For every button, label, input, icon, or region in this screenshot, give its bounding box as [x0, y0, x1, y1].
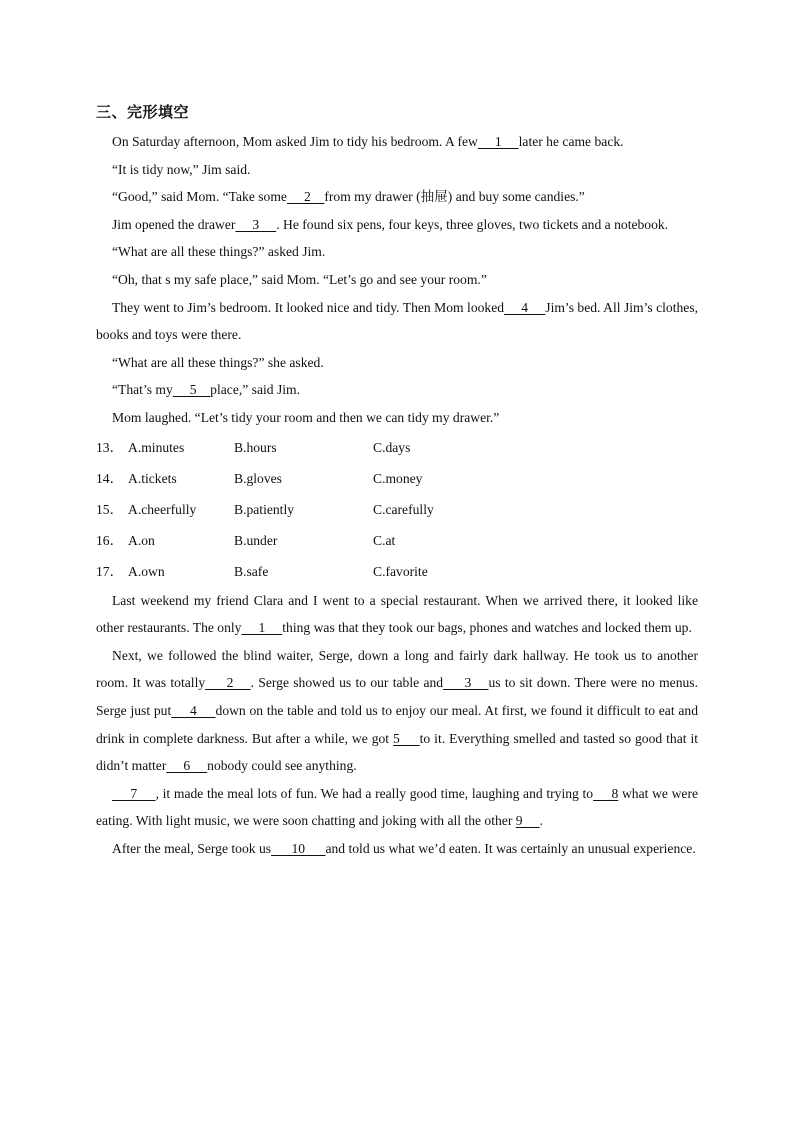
passage1-paragraph-2: “It is tidy now,” Jim said. — [112, 161, 251, 177]
passage1-paragraph-3: “Good,” said Mom. “Take some 2 from my drawer (抽屉) and buy some candies.” — [112, 189, 585, 205]
blank-1[interactable]: 1 — [241, 620, 283, 636]
passage1-paragraph-1: On Saturday afternoon, Mom asked Jim to tidy his bedroom. A few 1 later he came back. — [112, 134, 624, 149]
option-c[interactable]: C.money — [373, 470, 423, 486]
question-number: 15． — [96, 501, 124, 517]
blank-2[interactable]: 2 — [286, 189, 325, 205]
question-row — [96, 525, 698, 556]
passage2-paragraph-4: After the meal, Serge took us 10 and told us what we’d eaten. It was certainly an unusual experience. — [112, 840, 696, 856]
question-options — [96, 432, 698, 587]
option-a[interactable]: A.minutes — [128, 439, 185, 455]
option-c[interactable]: C.carefully — [373, 501, 434, 517]
passage-1 — [96, 128, 698, 432]
blank-5[interactable]: 5 — [393, 730, 420, 746]
option-b[interactable]: B.hours — [234, 439, 277, 455]
option-a[interactable]: A.own — [128, 563, 165, 579]
passage1-paragraph-6: “Oh, that s my safe place,” said Mom. “Let’s go and see your room.” — [112, 271, 487, 287]
option-b[interactable]: B.under — [234, 532, 278, 548]
question-number: 13． — [96, 439, 124, 455]
blank-6[interactable]: 6 — [166, 758, 208, 774]
option-a[interactable]: A.tickets — [128, 470, 177, 486]
passage2-paragraph-3: 7 , it made the meal lots of fun. We had a really good time, laughing and trying to 8 what we were eating. With light music, we were soon chatting and joking with all the other 9 . — [96, 785, 699, 829]
option-b[interactable]: B.safe — [234, 563, 269, 579]
option-c[interactable]: C.days — [373, 439, 411, 455]
document-page — [96, 100, 698, 862]
question-number: 17． — [96, 563, 124, 579]
blank-9[interactable]: 9 — [515, 813, 540, 829]
passage2-paragraph-1: Last weekend my friend Clara and I went to a special restaurant. When we arrived there, it looked like other restaurants. The only 1 thing was that they took our bags, phones and watches and locked them up. — [96, 592, 698, 636]
section-title: 三、完形填空 — [96, 103, 190, 121]
question-number: 14． — [96, 470, 124, 486]
option-c[interactable]: C.favorite — [373, 563, 428, 579]
blank-5[interactable]: 5 — [172, 382, 211, 398]
question-number: 16． — [96, 532, 124, 548]
option-c[interactable]: C.at — [373, 532, 396, 548]
option-a[interactable]: A.cheerfully — [128, 501, 197, 517]
passage1-paragraph-4: Jim opened the drawer 3 . He found six pens, four keys, three gloves, two tickets and a notebook. — [112, 216, 669, 232]
blank-2[interactable]: 2 — [205, 675, 251, 691]
passage1-paragraph-8: “What are all these things?” she asked. — [112, 354, 324, 370]
question-row — [96, 463, 698, 494]
blank-8[interactable]: 8 — [593, 785, 619, 801]
question-row — [96, 432, 698, 463]
passage-2 — [96, 587, 698, 863]
passage1-paragraph-9: “That’s my 5 place,” said Jim. — [112, 382, 301, 398]
option-a[interactable]: A.on — [128, 532, 155, 548]
blank-3[interactable]: 3 — [443, 675, 489, 691]
passage1-paragraph-5: “What are all these things?” asked Jim. — [112, 244, 326, 260]
blank-10[interactable]: 10 — [271, 840, 326, 856]
option-b[interactable]: B.gloves — [234, 470, 282, 486]
blank-7[interactable]: 7 — [112, 785, 156, 801]
blank-1[interactable]: 1 — [477, 134, 519, 149]
passage1-paragraph-10: Mom laughed. “Let’s tidy your room and then we can tidy my drawer.” — [112, 409, 500, 425]
blank-4[interactable]: 4 — [504, 299, 546, 315]
question-row — [96, 494, 698, 525]
passage1-paragraph-7: They went to Jim’s bedroom. It looked nice and tidy. Then Mom looked 4 Jim’s bed. All Jim’s clothes, books and toys were there. — [96, 299, 699, 343]
option-b[interactable]: B.patiently — [234, 501, 295, 517]
blank-4[interactable]: 4 — [171, 702, 216, 718]
passage2-paragraph-2: Next, we followed the blind waiter, Serge, down a long and fairly dark hallway. He took us to another room. It was totally 2 . Serge showed us to our table and 3 us to sit down. There were no menus. Serge just put 4 down on the table and told us to enjoy our meal. At first, we found it difficult to eat and drink in complete darkness. But after a while, we got 5 to it. Everything smelled and tasted so good that it didn’t matter 6 nobody could see anything. — [96, 647, 699, 774]
question-row — [96, 556, 698, 587]
blank-3[interactable]: 3 — [235, 216, 277, 232]
